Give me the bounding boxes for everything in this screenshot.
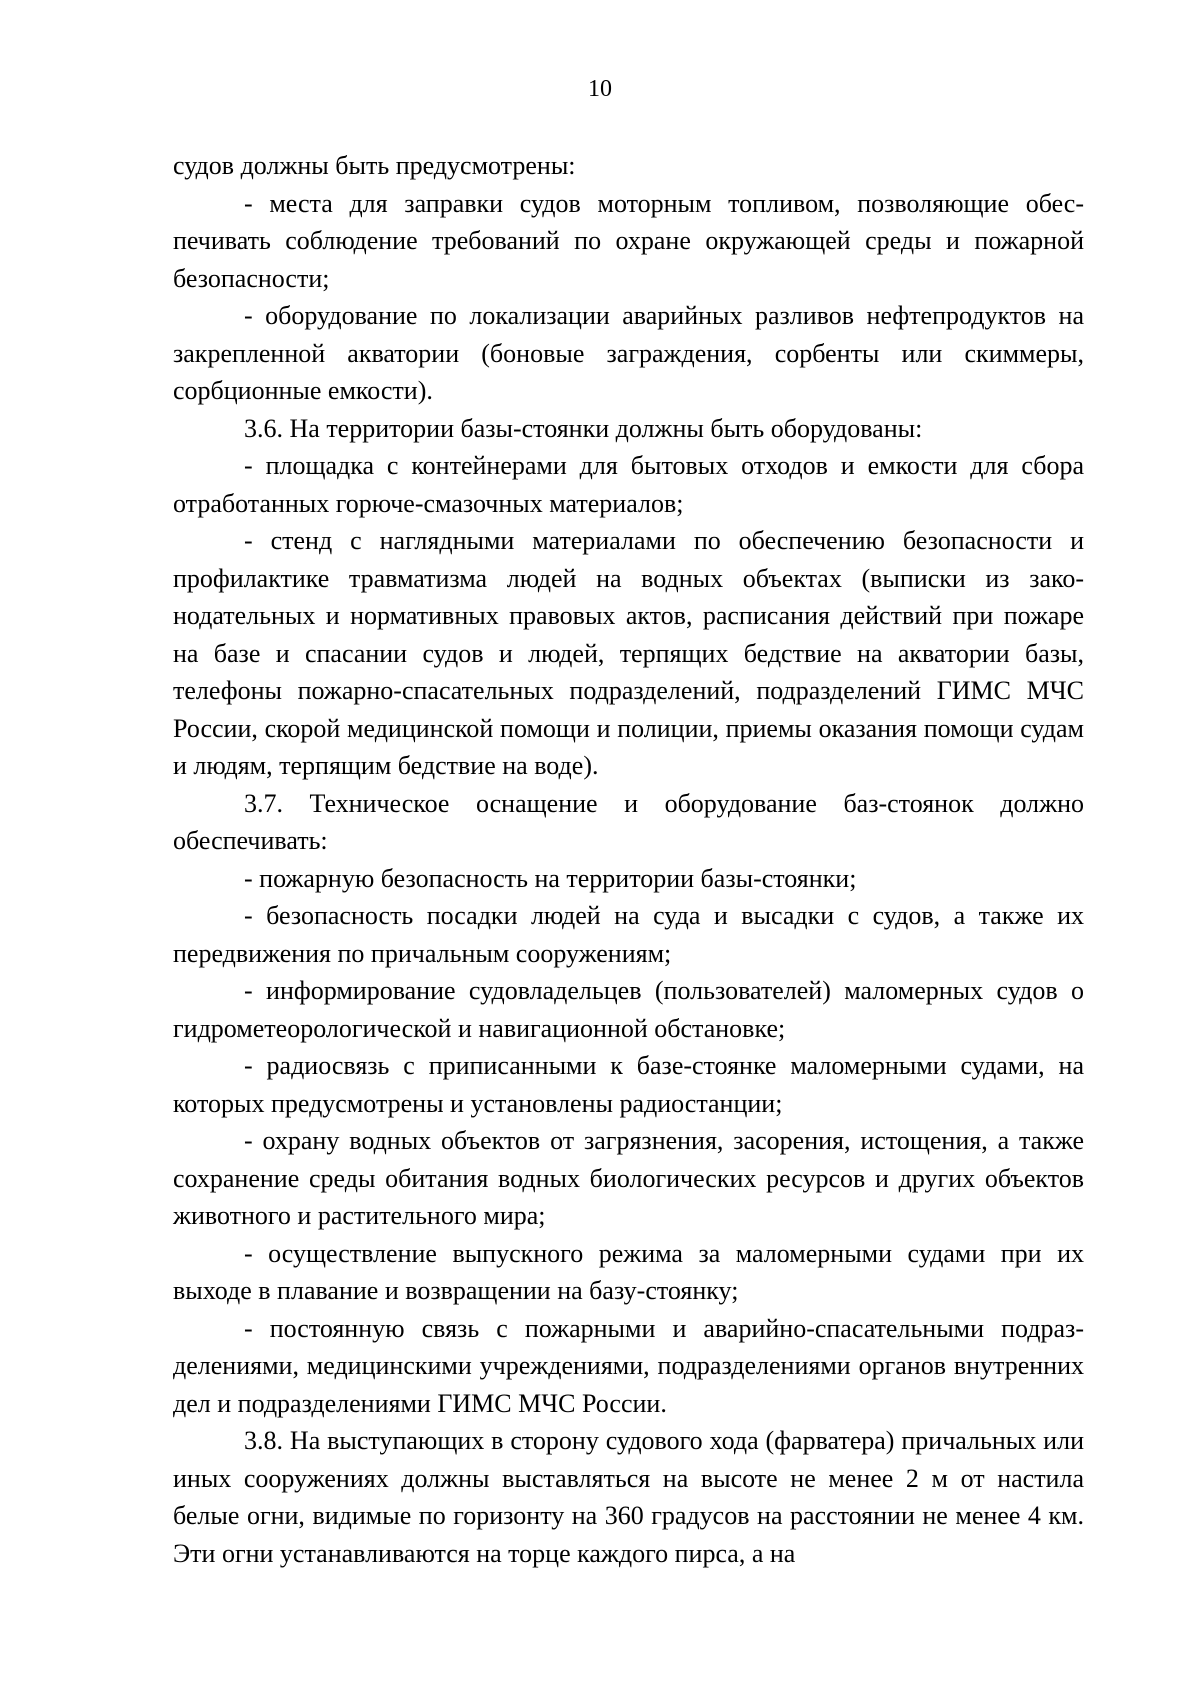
paragraph-10: - информирование судовладельцев (пользователей) маломерных судов о гидрометеорологической и навигационной обстановке; <box>173 976 1084 1043</box>
paragraph-3: - оборудование по локализации аварийных разливов нефтепродуктов на закрепленной акватории (боновые заграждения, сорбенты или скиммеры, сорбционные емкости). <box>173 301 1084 405</box>
paragraph-11: - радиосвязь с приписанными к базе-стоянке маломерными судами, на которых предусмотрены и установлены радиостанции; <box>173 1051 1084 1118</box>
paragraph-1: судов должны быть предусмотрены: <box>173 151 576 180</box>
paragraph-6: - стенд с наглядными материалами по обеспечению безопасности и профилактике травматизма людей на водных объектах (выписки из законодательных и нормативных правовых актов, расписания действий при пожаре на базе и спасании судов и людей, терпящих бедствие на акватории базы, телефоны пожарно-спасательных подразделений, подразделений ГИМС МЧС России, скорой медицинской помощи и полиции, приемы оказания помощи судам и людям, терпящим бедствие на воде). <box>173 526 1084 780</box>
paragraph-14: - постоянную связь с пожарными и аварийно-спасательными подразделениями, медицинскими учреждениями, подразделениями органов внутренних дел и подразделениями ГИМС МЧС России. <box>173 1313 1084 1418</box>
paragraph-12: - охрану водных объектов от загрязнения, засорения, истощения, а также сохранение среды обитания водных биологических ресурсов и других объектов животного и растительного мира; <box>173 1126 1084 1230</box>
paragraph-7: 3.7. Техническое оснащение и оборудование баз-стоянок должно обеспечивать: <box>173 788 1084 855</box>
document-body <box>173 147 1084 1572</box>
paragraph-9: - безопасность посадки людей на суда и высадки с судов, а также их передвижения по причальным сооружениям; <box>173 901 1084 968</box>
page-number: 10 <box>588 76 612 102</box>
paragraph-4: 3.6. На территории базы-стоянки должны быть оборудованы: <box>244 413 923 443</box>
paragraph-15: 3.8. На выступающих в сторону судового хода (фарватера) причальных или иных сооружениях должны выставляться на высоте не менее 2 м от настила белые огни, видимые по горизонту на 360 градусов на расстоянии не менее 4 км. Эти огни устанавливаются на торце каждого пирса, а на <box>173 1426 1084 1568</box>
paragraph-13: - осуществление выпускного режима за маломерными судами при их выходе в плавание и возвращении на базу-стоянку; <box>173 1238 1084 1305</box>
paragraph-5: - площадка с контейнерами для бытовых отходов и емкости для сбора отработанных горюче-смазочных материалов; <box>173 451 1084 518</box>
paragraph-2: - места для заправки судов моторным топливом, позволяющие обеспечивать соблюдение требований по охране окружающей среды и пожарной безопасности; <box>173 188 1084 293</box>
paragraph-8: - пожарную безопасность на территории базы-стоянки; <box>244 863 857 893</box>
